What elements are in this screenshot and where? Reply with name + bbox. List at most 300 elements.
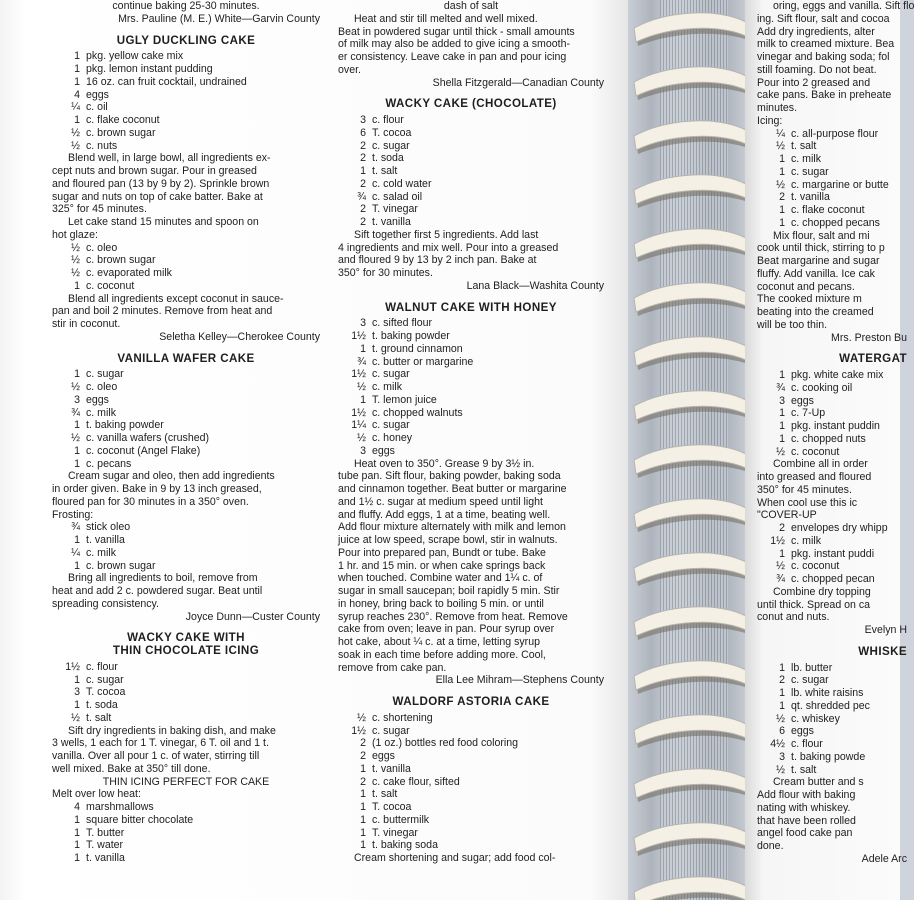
ingredient-text: eggs bbox=[86, 393, 109, 406]
text-line: Pour into 2 greased and bbox=[757, 76, 871, 89]
icing-list bbox=[757, 128, 907, 230]
text-line: angel food cake pan bbox=[757, 827, 853, 840]
ingredient-qty: 1 bbox=[779, 420, 785, 432]
ingredient-item bbox=[52, 394, 320, 407]
text-line: Beat margarine and sugar bbox=[757, 255, 880, 267]
ingredient-item bbox=[52, 521, 320, 534]
ingredient-item bbox=[52, 686, 320, 699]
instructions bbox=[757, 776, 907, 853]
ingredient-qty: 2 bbox=[360, 139, 366, 152]
ingredient-text: c. cold water bbox=[372, 177, 432, 190]
instructions bbox=[52, 572, 320, 610]
ingredient-qty: 3 bbox=[360, 317, 366, 330]
recipe-credit: Ella Lee Mihram—Stephens County bbox=[435, 674, 604, 687]
ingredient-text: T. cocoa bbox=[86, 686, 126, 699]
text-line: and floured pan (13 by 9 by 2). Sprinkle brown bbox=[52, 177, 270, 190]
ingredient-text: eggs bbox=[372, 750, 395, 762]
ingredient-list bbox=[52, 50, 320, 152]
text-line: pan and boil 2 minutes. Remove from heat and bbox=[52, 305, 273, 318]
ingredient-item bbox=[757, 153, 907, 166]
ingredient-item bbox=[52, 547, 320, 560]
ingredient-item bbox=[52, 712, 320, 725]
ingredient-text: c. chopped pecans bbox=[791, 216, 880, 229]
ingredient-text: lb. white raisins bbox=[791, 687, 864, 699]
recipe-title: WALDORF ASTORIA CAKE bbox=[392, 695, 550, 708]
ingredient-qty: 1 bbox=[74, 63, 80, 75]
ingredient-text: envelopes dry whipp bbox=[791, 522, 888, 534]
ingredient-text: c. milk bbox=[86, 546, 117, 559]
text-line: nating with whiskey. bbox=[757, 801, 851, 814]
ingredient-text: 16 oz. can fruit cocktail, undrained bbox=[86, 75, 247, 88]
ingredient-text: c. pecans bbox=[86, 457, 132, 470]
ingredient-item bbox=[757, 764, 907, 777]
right-column bbox=[757, 0, 914, 866]
ingredient-text: t. salt bbox=[791, 140, 817, 153]
ingredient-text: t. vanilla bbox=[86, 852, 125, 864]
ingredient-item bbox=[338, 317, 604, 330]
ingredient-text: c. flake coconut bbox=[86, 114, 160, 126]
ingredient-text: c. milk bbox=[791, 534, 822, 547]
ingredient-text: t. salt bbox=[372, 165, 398, 177]
top-lines bbox=[52, 0, 320, 13]
ingredient-qty: 3 bbox=[779, 750, 785, 763]
ingredient-item bbox=[338, 737, 604, 750]
ingredient-qty: 1 bbox=[74, 279, 80, 292]
ingredient-item bbox=[52, 114, 320, 127]
ingredient-text: eggs bbox=[791, 394, 814, 407]
ingredient-item bbox=[338, 140, 604, 153]
ingredient-qty: 1 bbox=[74, 419, 80, 432]
ingredient-item bbox=[338, 445, 604, 458]
ingredient-text: c. sugar bbox=[86, 673, 124, 686]
text-line: still foaming. Do not beat. bbox=[757, 63, 877, 76]
ingredient-qty: 1 bbox=[74, 368, 80, 381]
ingredient-text: c. sugar bbox=[86, 368, 124, 381]
ingredient-list bbox=[338, 114, 604, 229]
text-line: Cream sugar and oleo, then add ingredients bbox=[68, 470, 275, 483]
recipe-title: WACKY CAKE (CHOCOLATE) bbox=[385, 97, 557, 111]
page-edges bbox=[660, 0, 728, 900]
ingredient-list bbox=[52, 661, 320, 725]
ingredient-item bbox=[338, 827, 604, 840]
ingredient-text: c. cooking oil bbox=[791, 381, 853, 394]
ingredient-qty: 2 bbox=[360, 750, 366, 762]
text-line: of milk may also be added to give icing a smooth- bbox=[338, 38, 571, 51]
ingredient-qty: 1 bbox=[360, 342, 366, 355]
text-line: Sift together first 5 ingredients. Add last bbox=[354, 228, 539, 241]
ingredient-item bbox=[757, 751, 907, 764]
ingredient-qty: 1 bbox=[74, 839, 80, 852]
ingredient-qty: 6 bbox=[779, 725, 785, 738]
ingredient-qty: ½ bbox=[71, 126, 80, 139]
ingredient-item bbox=[52, 827, 320, 840]
text-line: Heat and stir till melted and well mixed. bbox=[354, 12, 538, 25]
icing-list bbox=[52, 801, 320, 865]
ingredient-text: pkg. yellow cake mix bbox=[86, 50, 184, 63]
ingredient-list bbox=[52, 368, 320, 470]
ingredient-text: c. 7-Up bbox=[791, 407, 826, 420]
ingredient-text: t. soda bbox=[86, 699, 118, 711]
ingredient-item bbox=[52, 267, 320, 280]
text-line: Sift dry ingredients in baking dish, and make bbox=[68, 724, 276, 737]
ingredient-text: t. baking soda bbox=[372, 839, 438, 852]
ingredient-text: pkg. white cake mix bbox=[791, 369, 884, 381]
text-line: Add flour mixture alternately with milk and lemon bbox=[338, 521, 566, 534]
ingredient-text: c. salad oil bbox=[372, 190, 423, 203]
ingredient-item bbox=[52, 560, 320, 573]
ingredient-qty: 3 bbox=[74, 393, 80, 406]
ingredient-qty: 1 bbox=[779, 661, 785, 674]
ingredient-item bbox=[338, 407, 604, 420]
ingredient-item bbox=[338, 419, 604, 432]
ingredient-item bbox=[52, 699, 320, 712]
ingredient-text: T. vinegar bbox=[372, 826, 418, 839]
ingredient-qty: ¾ bbox=[71, 521, 80, 534]
ingredient-item bbox=[757, 395, 907, 408]
ingredient-text: c. milk bbox=[372, 381, 403, 393]
ingredient-qty: 1 bbox=[74, 50, 80, 63]
ingredient-list bbox=[338, 712, 604, 852]
ingredient-qty: 2 bbox=[360, 216, 366, 228]
ingredient-item bbox=[338, 788, 604, 801]
ingredient-qty: 1½ bbox=[351, 368, 366, 381]
ingredient-text: T. lemon juice bbox=[372, 393, 437, 406]
ingredient-item bbox=[52, 407, 320, 420]
text-line: well mixed. Bake at 350° till done. bbox=[52, 762, 211, 775]
instructions bbox=[338, 458, 604, 675]
text-line: cook until thick, stirring to p bbox=[757, 242, 885, 255]
text-line: minutes. bbox=[757, 102, 798, 114]
ingredient-qty: ¾ bbox=[776, 573, 785, 585]
ingredient-item bbox=[757, 217, 907, 230]
text-line: Add dry ingredients, alter bbox=[757, 25, 875, 38]
ingredient-item bbox=[757, 573, 907, 586]
ingredient-item bbox=[338, 750, 604, 763]
ingredient-item bbox=[338, 368, 604, 381]
ingredient-item bbox=[338, 165, 604, 178]
ingredient-qty: 1 bbox=[360, 813, 366, 826]
ingredient-item bbox=[338, 725, 604, 738]
ingredient-item bbox=[757, 700, 907, 713]
ingredient-qty: ½ bbox=[357, 432, 366, 444]
ingredient-text: t. soda bbox=[372, 152, 404, 165]
recipe-credit: Lana Black—Washita County bbox=[466, 279, 604, 292]
recipe-wacky-thin-icing bbox=[52, 632, 320, 865]
recipe-waldorf-astoria bbox=[338, 696, 604, 865]
ingredient-item bbox=[757, 522, 907, 535]
ingredient-item bbox=[52, 661, 320, 674]
instructions bbox=[52, 293, 320, 331]
ingredient-item bbox=[338, 432, 604, 445]
ingredient-item bbox=[338, 839, 604, 852]
text-line: hot cake, about ¼ c. at a time, letting syrup bbox=[338, 636, 540, 648]
text-line: soak in each time before adding more. Cool, bbox=[338, 648, 546, 661]
ingredient-item bbox=[757, 140, 907, 153]
ingredient-item bbox=[757, 446, 907, 459]
text-line: Let cake stand 15 minutes and spoon on bbox=[68, 216, 259, 228]
text-line: oring, eggs and vanilla. Sift flo bbox=[773, 0, 914, 12]
ingredient-qty: ½ bbox=[71, 254, 80, 267]
text-line: heat and add 2 c. powdered sugar. Beat until bbox=[52, 585, 263, 597]
ingredient-text: t. salt bbox=[791, 763, 817, 776]
ingredient-qty: 1 bbox=[74, 114, 80, 126]
text-line: Blend well, in large bowl, all ingredients ex- bbox=[68, 152, 271, 165]
ingredient-qty: ½ bbox=[71, 139, 80, 152]
ingredient-item bbox=[52, 445, 320, 458]
left-column bbox=[52, 0, 320, 865]
ingredient-text: marshmallows bbox=[86, 801, 154, 813]
instructions bbox=[52, 152, 320, 216]
text-line: 325° for 45 minutes. bbox=[52, 203, 147, 216]
recipe-title: WHISKE bbox=[858, 644, 907, 658]
ingredient-item bbox=[338, 191, 604, 204]
ingredient-text: T. water bbox=[86, 839, 124, 852]
ingredient-item bbox=[338, 203, 604, 216]
text-line: and 1½ c. sugar at medium speed until light bbox=[338, 495, 543, 508]
ingredient-item bbox=[52, 381, 320, 394]
ingredient-item bbox=[338, 814, 604, 827]
ingredient-text: c. chopped nuts bbox=[791, 432, 866, 445]
ingredient-item bbox=[338, 763, 604, 776]
text-line: coconut and pecans. bbox=[757, 280, 855, 293]
ingredient-item bbox=[757, 382, 907, 395]
instructions bbox=[338, 229, 604, 280]
ingredient-list bbox=[757, 369, 907, 458]
text-line: Combine dry topping bbox=[773, 585, 871, 598]
text-line: 350° for 30 minutes. bbox=[338, 267, 433, 279]
ingredient-text: c. chopped walnuts bbox=[372, 406, 463, 419]
ingredient-item bbox=[52, 534, 320, 547]
instructions bbox=[52, 216, 320, 242]
ingredient-text: T. cocoa bbox=[372, 801, 412, 813]
ingredient-qty: ½ bbox=[71, 381, 80, 393]
ingredient-qty: 1 bbox=[360, 165, 366, 177]
text-line: When cool use this ic bbox=[757, 496, 858, 509]
recipe-title: WATERGAT bbox=[839, 352, 907, 366]
text-line: fluffy. Add vanilla. Ice cak bbox=[757, 267, 875, 280]
ingredient-qty: 1 bbox=[360, 393, 366, 406]
ingredient-qty: ½ bbox=[71, 432, 80, 444]
ingredient-text: t. salt bbox=[372, 788, 398, 801]
ingredient-item bbox=[52, 76, 320, 89]
ingredient-item bbox=[757, 725, 907, 738]
ingredient-qty: 1½ bbox=[351, 406, 366, 419]
ingredient-text: pkg. instant puddi bbox=[791, 547, 875, 560]
ingredient-text: c. cake flour, sifted bbox=[372, 775, 460, 788]
ingredient-qty: ½ bbox=[776, 560, 785, 573]
ingredient-item bbox=[757, 433, 907, 446]
ingredient-text: t. vanilla bbox=[791, 191, 830, 204]
recipe-wacky-chocolate bbox=[338, 98, 604, 292]
ingredient-text: c. milk bbox=[791, 153, 822, 165]
ingredient-text: t. baking powde bbox=[791, 750, 866, 763]
recipe-credit: Mrs. Preston Bu bbox=[831, 331, 907, 344]
text-line: Cream shortening and sugar; add food col- bbox=[354, 852, 556, 864]
ingredient-qty: ½ bbox=[776, 178, 785, 191]
ingredient-qty: 1¼ bbox=[351, 419, 366, 432]
ingredient-qty: 4 bbox=[74, 801, 80, 813]
text-line: stir in coconut. bbox=[52, 318, 121, 330]
ingredient-item bbox=[52, 63, 320, 76]
ingredient-qty: 1 bbox=[360, 826, 366, 839]
ingredient-text: c. coconut bbox=[791, 445, 840, 458]
top-credit: Shella Fitzgerald—Canadian County bbox=[432, 76, 604, 89]
recipe-walnut-honey bbox=[338, 302, 604, 688]
ingredient-text: square bitter chocolate bbox=[86, 813, 194, 826]
ingredient-item bbox=[338, 712, 604, 725]
ingredient-item bbox=[52, 280, 320, 293]
text-line: that have been rolled bbox=[757, 814, 856, 827]
ingredient-item bbox=[52, 814, 320, 827]
ingredient-qty: 1 bbox=[74, 673, 80, 686]
ingredient-item bbox=[52, 50, 320, 63]
ingredient-text: T. vinegar bbox=[372, 203, 418, 216]
text-line: Combine all in order bbox=[773, 458, 868, 471]
text-line: spreading consistency. bbox=[52, 597, 159, 610]
ingredient-qty: 1 bbox=[779, 369, 785, 381]
ingredient-qty: ½ bbox=[357, 711, 366, 724]
ingredient-qty: 3 bbox=[74, 686, 80, 699]
ingredient-item bbox=[757, 738, 907, 751]
ingredient-text: qt. shredded pec bbox=[791, 699, 870, 712]
ingredient-text: c. sugar bbox=[372, 139, 410, 152]
ingredient-item bbox=[52, 127, 320, 140]
ingredient-qty: 1½ bbox=[770, 534, 785, 547]
ingredient-item bbox=[757, 179, 907, 192]
ingredient-qty: 1 bbox=[779, 687, 785, 699]
ingredient-qty: 2 bbox=[779, 522, 785, 534]
ingredient-item bbox=[52, 852, 320, 865]
text-line: juice at low speed, scrape bowl, stir in walnuts. bbox=[338, 534, 558, 546]
ingredient-qty: 1 bbox=[74, 534, 80, 546]
ingredient-item bbox=[338, 343, 604, 356]
ingredient-text: c. sugar bbox=[372, 368, 410, 381]
ingredient-text: c. shortening bbox=[372, 711, 433, 724]
ingredient-item bbox=[757, 191, 907, 204]
instructions bbox=[757, 586, 907, 624]
ingredient-qty: 1 bbox=[779, 216, 785, 229]
ingredient-qty: 1½ bbox=[351, 724, 366, 737]
instructions bbox=[757, 230, 907, 332]
ingredient-qty: 6 bbox=[360, 126, 366, 139]
text-line: Blend all ingredients except coconut in sauce- bbox=[68, 292, 284, 305]
ingredient-qty: 1 bbox=[74, 826, 80, 839]
text-line: cept nuts and brown sugar. Pour in greased bbox=[52, 165, 257, 177]
recipe-credit: Joyce Dunn—Custer County bbox=[185, 610, 320, 623]
ingredient-text: pkg. instant puddin bbox=[791, 420, 880, 432]
text-line: ing. Sift flour, salt and cocoa bbox=[757, 12, 890, 25]
ingredient-item bbox=[338, 801, 604, 814]
ingredient-text: c. whiskey bbox=[791, 712, 840, 725]
ingredient-item bbox=[52, 368, 320, 381]
ingredient-qty: 3 bbox=[360, 444, 366, 457]
ingredient-item bbox=[338, 178, 604, 191]
ingredient-item bbox=[52, 801, 320, 814]
ingredient-item bbox=[757, 420, 907, 433]
ingredient-qty: 4½ bbox=[770, 738, 785, 750]
ingredient-qty: 2 bbox=[360, 152, 366, 165]
ingredient-text: eggs bbox=[86, 88, 109, 101]
ingredient-text: c. honey bbox=[372, 432, 413, 444]
ingredient-text: eggs bbox=[372, 444, 395, 457]
ingredient-item bbox=[757, 204, 907, 217]
text-line: syrup reaches 230°. Remove from heat. Remove bbox=[338, 610, 568, 623]
text-line: and fluffy. Add eggs, 1 at a time, beating well. bbox=[338, 508, 551, 521]
ingredient-text: c. margarine or butte bbox=[791, 178, 889, 191]
text-line: Bring all ingredients to boil, remove from bbox=[68, 572, 258, 585]
text-line: until thick. Spread on ca bbox=[757, 598, 871, 611]
ingredient-text: (1 oz.) bottles red food coloring bbox=[372, 737, 519, 750]
ingredient-item bbox=[757, 535, 907, 548]
ingredient-item bbox=[338, 152, 604, 165]
ingredient-qty: 1 bbox=[74, 559, 80, 572]
ingredient-text: c. butter or margarine bbox=[372, 355, 474, 368]
ingredient-text: c. sifted flour bbox=[372, 317, 433, 330]
ingredient-item bbox=[338, 127, 604, 140]
ingredient-text: t. vanilla bbox=[372, 216, 411, 228]
middle-column bbox=[338, 0, 604, 865]
ingredient-text: c. sugar bbox=[791, 674, 829, 687]
ingredient-text: T. cocoa bbox=[372, 126, 412, 139]
text-line: hot glaze: bbox=[52, 228, 98, 241]
ingredient-text: c. all-purpose flour bbox=[791, 127, 879, 140]
text-line: sugar and nuts on top of cake batter. Bake at bbox=[52, 190, 263, 203]
ingredient-qty: ¾ bbox=[357, 355, 366, 368]
text-line: when touched. Combine water and 1¼ c. of bbox=[338, 572, 543, 585]
ingredient-item bbox=[338, 394, 604, 407]
text-line: sugar in small saucepan; boil rapidly 5 min. Stir bbox=[338, 585, 560, 597]
glaze-list bbox=[52, 242, 320, 293]
frosting-list bbox=[52, 521, 320, 572]
recipe-ugly-duckling bbox=[52, 35, 320, 344]
ingredient-text: c. sugar bbox=[791, 165, 829, 178]
text-line: beating into the creamed bbox=[757, 306, 874, 318]
ingredient-item bbox=[757, 166, 907, 179]
text-line: Beat in powdered sugar until thick - small amounts bbox=[338, 25, 575, 38]
ingredient-qty: 3 bbox=[360, 114, 366, 126]
ingredient-text: c. flour bbox=[791, 738, 823, 750]
ingredient-text: c. brown sugar bbox=[86, 559, 156, 572]
ingredient-qty: 1 bbox=[74, 813, 80, 826]
ingredient-qty: 1 bbox=[360, 801, 366, 813]
ingredient-text: pkg. lemon instant pudding bbox=[86, 63, 213, 75]
ingredient-item bbox=[52, 674, 320, 687]
recipe-subtitle: THIN CHOCOLATE ICING bbox=[112, 644, 260, 657]
ingredient-item bbox=[52, 839, 320, 852]
ingredient-qty: 1 bbox=[779, 547, 785, 560]
text-line: Add flour with baking bbox=[757, 789, 856, 801]
ingredient-qty: ½ bbox=[776, 763, 785, 776]
recipe-watergate bbox=[757, 353, 907, 637]
text-line: tube pan. Sift flour, baking powder, baking soda bbox=[338, 470, 561, 483]
continued-text bbox=[757, 0, 914, 115]
text-line: in order given. Bake in 9 by 13 inch greased, bbox=[52, 483, 262, 495]
ingredient-item bbox=[52, 458, 320, 471]
text-line: done. bbox=[757, 840, 784, 852]
text-line: Pour into prepared pan, Bundt or tube. Bake bbox=[338, 546, 546, 559]
ingredient-qty: ¾ bbox=[71, 406, 80, 419]
ingredient-qty: 1½ bbox=[351, 330, 366, 342]
ingredient-text: c. milk bbox=[86, 406, 117, 419]
ingredient-text: t. baking powder bbox=[372, 330, 450, 342]
ingredient-text: c. evaporated milk bbox=[86, 267, 172, 279]
ingredient-item bbox=[757, 560, 907, 573]
ingredient-text: c. brown sugar bbox=[86, 254, 156, 267]
ingredient-qty: ¾ bbox=[357, 190, 366, 203]
recipe-title: WALNUT CAKE WITH HONEY bbox=[385, 300, 557, 314]
text-line: 350° for 45 minutes. bbox=[757, 483, 852, 496]
ingredient-qty: ½ bbox=[357, 381, 366, 393]
